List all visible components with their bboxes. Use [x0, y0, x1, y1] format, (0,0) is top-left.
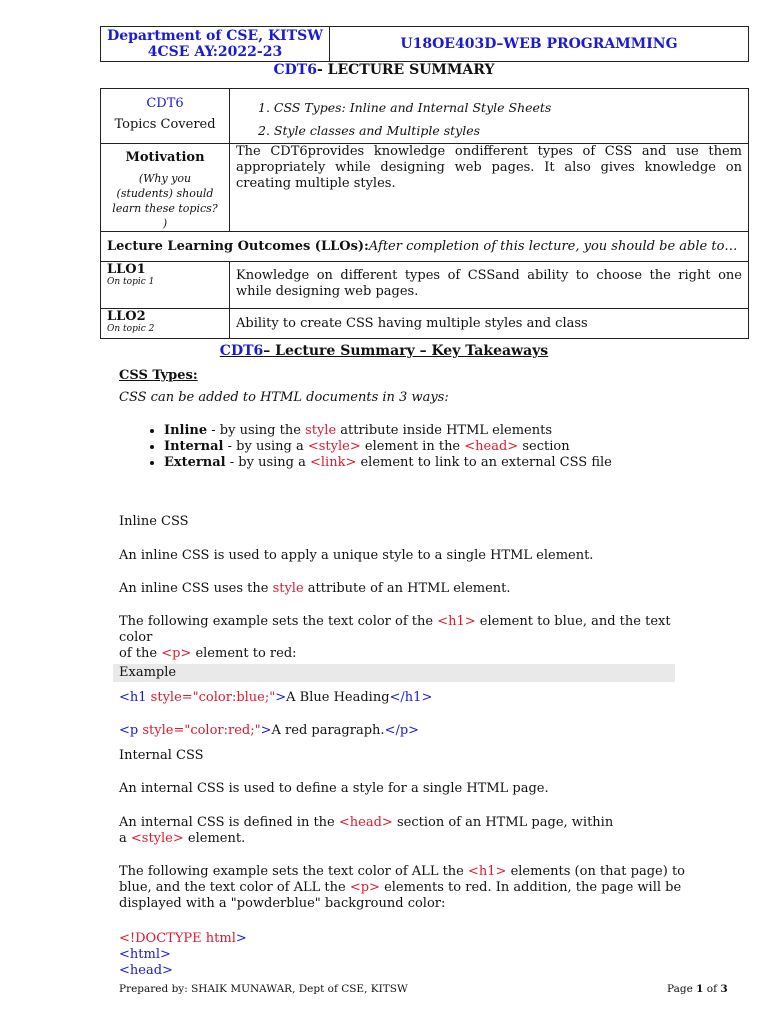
paragraph: The following example sets the text color of ALL the <h1> elements (on that page) to blue, and the text color of ALL the <p> elements to red. In addition, the page will be displayed with a "powderblue" background color:	[119, 864, 685, 911]
llo-header-row	[101, 232, 749, 262]
css-type-item: • Internal - by using a <style> element in the <head> section	[164, 439, 612, 455]
topics-label: Topics Covered	[114, 117, 216, 132]
inline-css-title: Inline CSS	[119, 514, 189, 529]
paragraph: An inline CSS uses the style attribute of an HTML element.	[119, 581, 511, 596]
llo-text: Knowledge on different types of CSSand ability to choose the right one while designing web pages.	[230, 262, 749, 309]
code-line: <p style="color:red;">A red paragraph.</p>	[119, 723, 420, 738]
llo-id: LLO1	[107, 262, 146, 277]
internal-css-title: Internal CSS	[119, 748, 204, 763]
paragraph: An inline CSS is used to apply a unique style to a single HTML element.	[119, 548, 594, 563]
footer-page-number: Page 1 of 3	[667, 983, 728, 995]
department-name: Department of CSE, KITSW	[107, 28, 323, 44]
academic-year: 4CSE AY:2022-23	[147, 44, 283, 60]
motivation-label-cell	[101, 144, 230, 232]
llo-row	[101, 309, 749, 339]
css-type-item: • External - by using a <link> element to link to an external CSS file	[164, 455, 612, 471]
takeaways-heading: CDT6– Lecture Summary – Key Takeaways	[219, 343, 549, 359]
topic-item: 2. Style classes and Multiple styles	[258, 123, 481, 138]
topics-list	[230, 89, 749, 144]
llo-topic: On topic 1	[107, 277, 155, 287]
css-types-intro: CSS can be added to HTML documents in 3 ways:	[119, 390, 449, 405]
code-block: <!DOCTYPE html> <html> <head>	[119, 931, 247, 978]
llo-row	[101, 262, 749, 309]
course-title: U18OE403D–WEB PROGRAMMING	[330, 27, 749, 62]
header-table	[100, 26, 749, 62]
llo-topic: On topic 2	[107, 324, 155, 334]
css-types-list	[146, 423, 612, 471]
paragraph: An internal CSS is defined in the <head> section of an HTML page, within a <style> element.	[119, 815, 614, 846]
motivation-text: The CDT6provides knowledge ondifferent types of CSS and use them appropriately while designing web pages. It also gives knowledge on creating multiple styles.	[230, 144, 749, 232]
summary-table	[100, 88, 749, 339]
llo-text: Ability to create CSS having multiple styles and class	[230, 309, 749, 339]
llo-id-cell	[101, 262, 230, 309]
css-type-item: • Inline - by using the style attribute inside HTML elements	[164, 423, 612, 439]
motivation-subtitle: (Why you (students) should learn these topics? )	[112, 172, 218, 230]
footer-prepared-by: Prepared by: SHAIK MUNAWAR, Dept of CSE, KITSW	[119, 983, 408, 995]
topic-item: 1. CSS Types: Inline and Internal Style Sheets	[258, 100, 552, 115]
paragraph: The following example sets the text color of the <h1> element to blue, and the text color of the <p> element to red:	[119, 614, 671, 661]
motivation-row	[101, 144, 749, 232]
motivation-label: Motivation	[125, 150, 205, 165]
llo-id: LLO2	[107, 309, 146, 324]
department-cell	[101, 27, 330, 62]
llo-header: Lecture Learning Outcomes (LLOs):After completion of this lecture, you should be able to…	[101, 232, 749, 262]
topics-label-cell	[101, 89, 230, 144]
llo-id-cell	[101, 309, 230, 339]
topics-code: CDT6	[146, 96, 184, 111]
code-line: <h1 style="color:blue;">A Blue Heading</h1>	[119, 690, 433, 705]
page-title: CDT6- LECTURE SUMMARY	[273, 62, 495, 78]
css-types-heading: CSS Types:	[119, 368, 198, 383]
example-label: Example	[119, 665, 177, 680]
paragraph: An internal CSS is used to define a style for a single HTML page.	[119, 781, 549, 796]
topics-row	[101, 89, 749, 144]
example-bar	[113, 664, 675, 682]
